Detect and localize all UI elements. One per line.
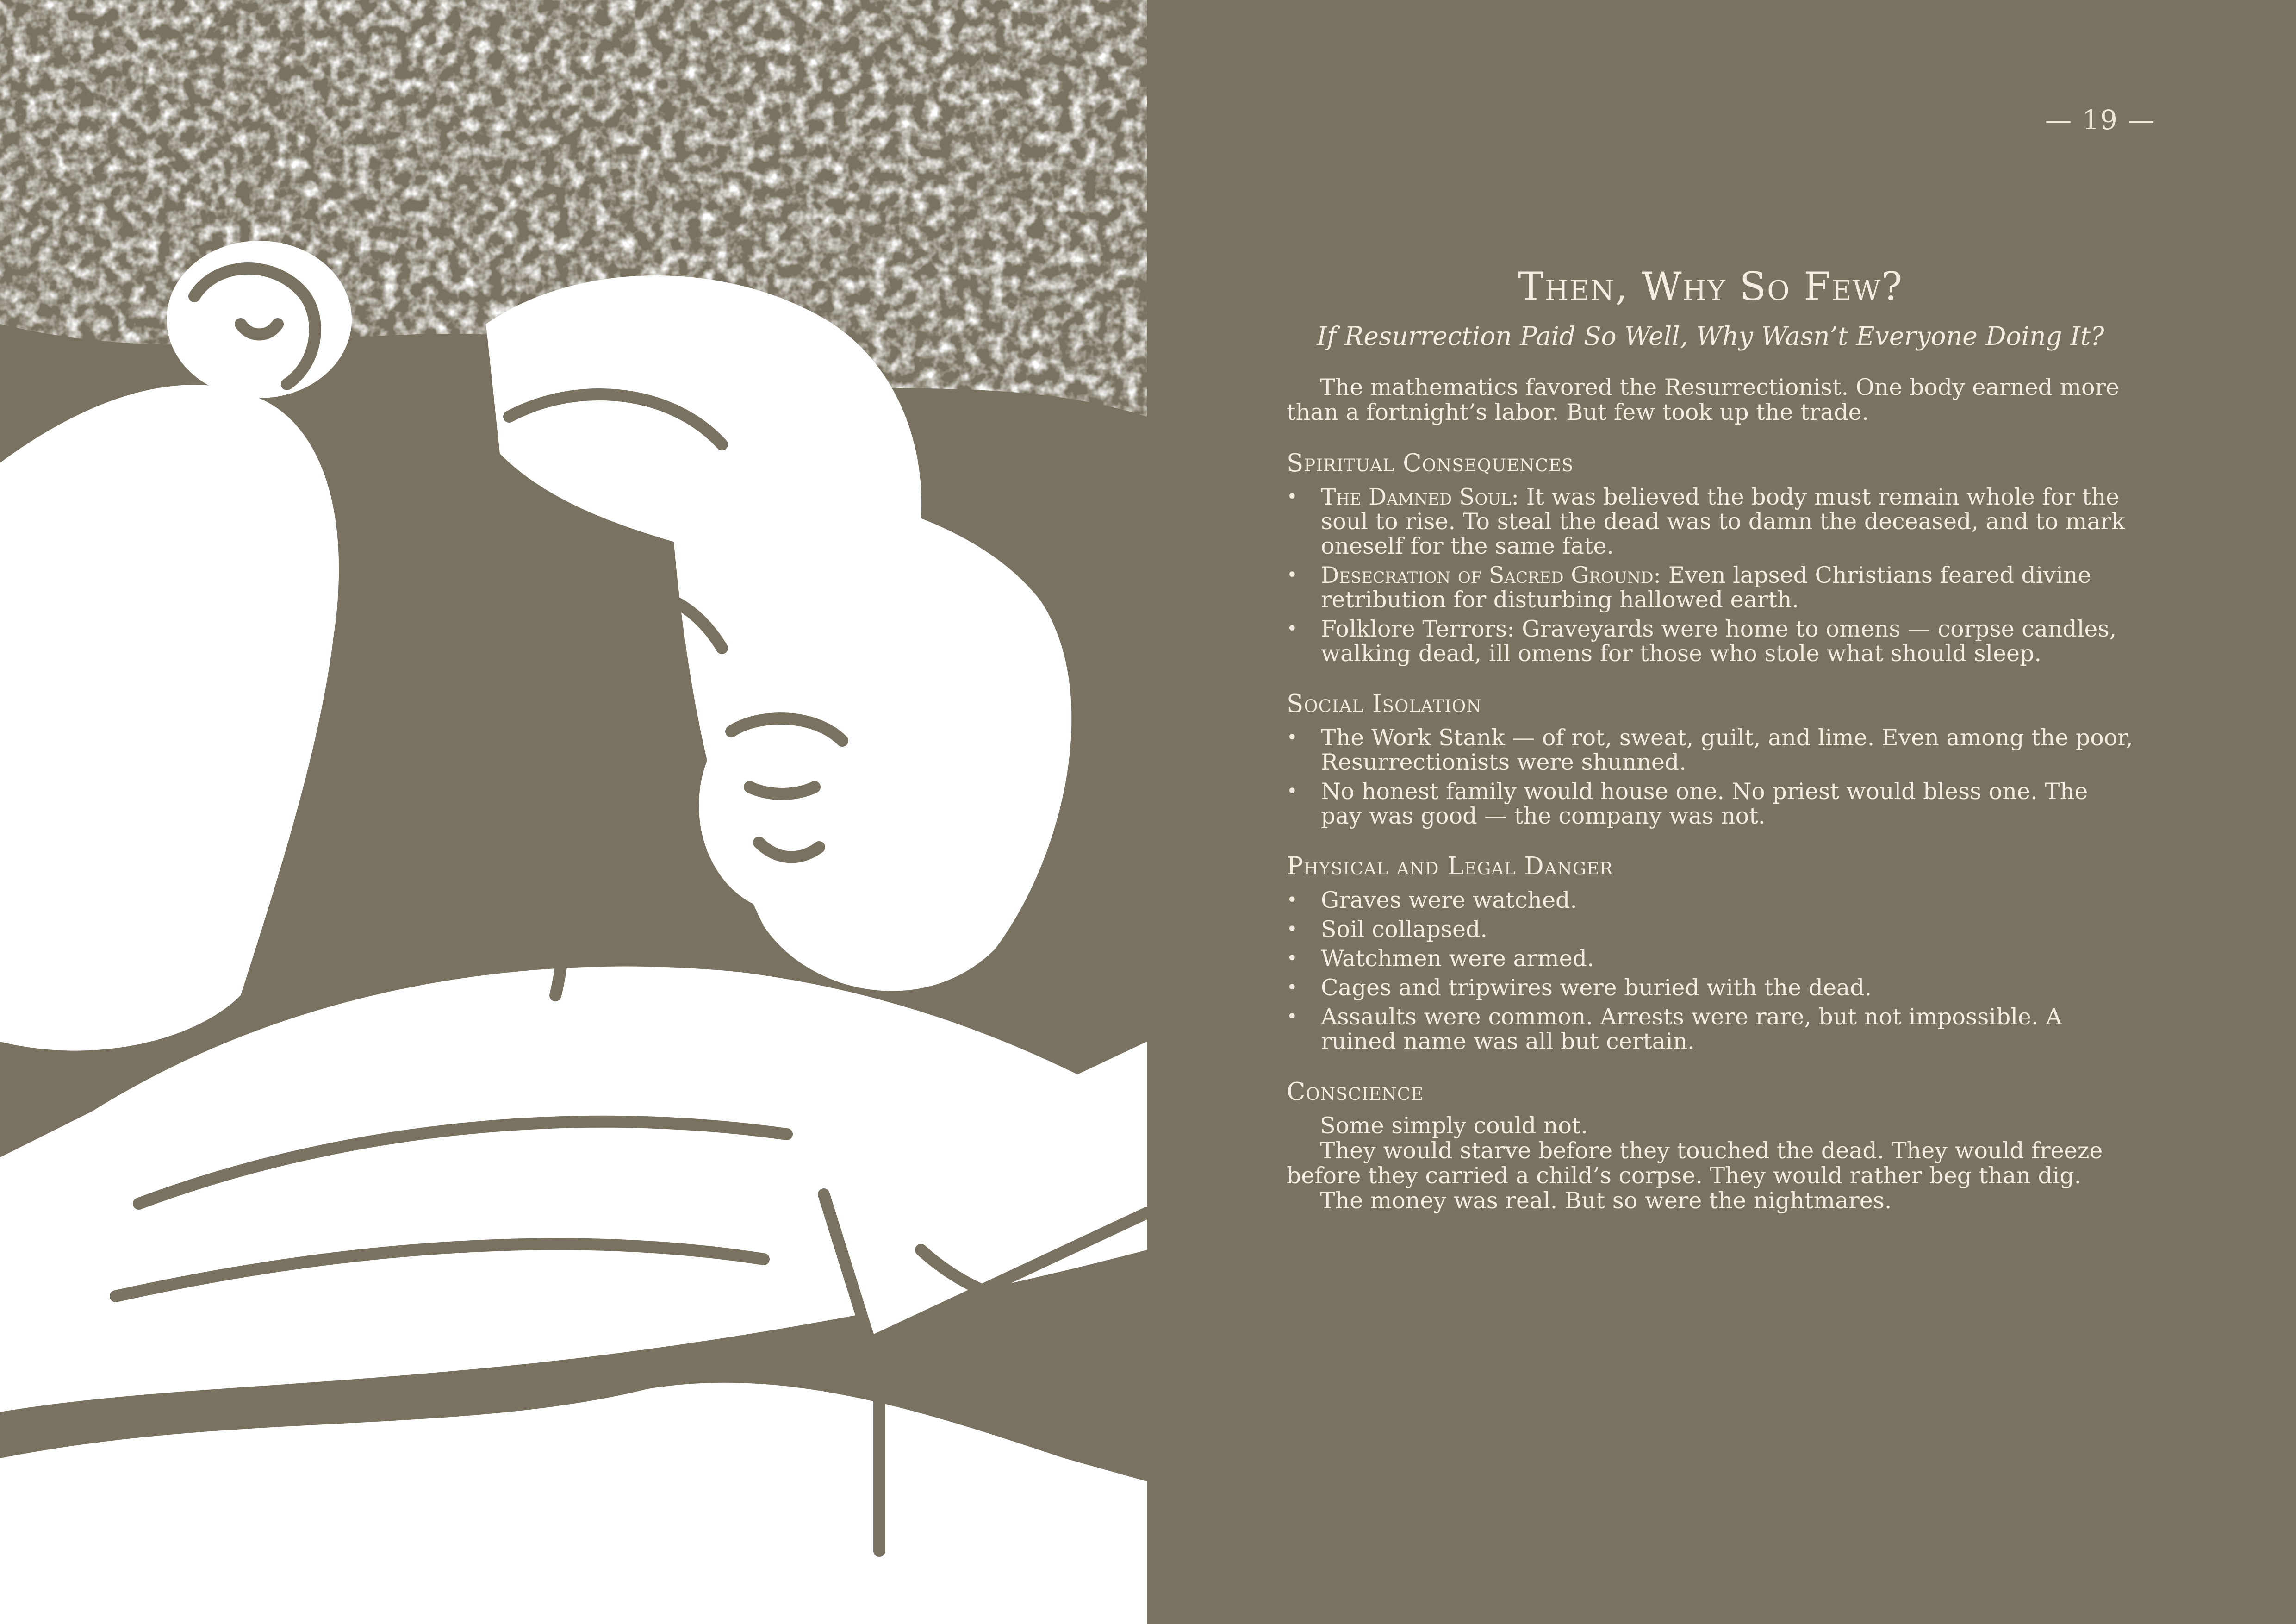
bullet-icon: • [1287,618,1298,639]
section-heading-physical: Physical and Legal Danger [1287,852,1613,881]
list-item [1287,975,2134,1000]
item-text: Even lapsed Christians feared divine retribution for disturbing hallowed earth. [1321,562,2091,613]
item-text: Watchmen were armed. [1321,945,1594,972]
spiritual-list [1287,485,2134,666]
page-number: — 19 — [2045,104,2156,136]
article-subtitle: If Resurrection Paid So Well, Why Wasn’t Everyone Doing It? [1317,321,2104,351]
bullet-icon: • [1287,564,1298,586]
list-item [1287,888,2134,912]
conscience-line: The money was real. But so were the nightmares. [1320,1187,1892,1214]
list-item [1287,617,2134,666]
item-text: No honest family would house one. No priest would bless one. The pay was good — the company was not. [1321,778,2088,829]
bullet-icon: • [1287,486,1298,507]
engraving-illustration [0,0,1147,1624]
physical-list [1287,888,2134,1054]
item-lead: Desecration of Sacred Ground: [1321,562,1661,588]
bullet-icon: • [1287,977,1298,998]
intro-paragraph: The mathematics favored the Resurrectionist. One body earned more than a fortnight’s labor. But few took up the trade. [1287,374,2119,425]
list-item [1287,485,2134,558]
item-text: Assaults were common. Arrests were rare, but not impossible. A ruined name was all but certain. [1321,1004,2062,1055]
conscience-text [1287,1113,2134,1213]
bullet-icon: • [1287,727,1298,748]
bullet-icon: • [1287,889,1298,911]
list-item [1287,779,2134,828]
article-title: Then, Why So Few? [1518,264,1904,309]
list-item [1287,563,2134,612]
bullet-icon: • [1287,1006,1298,1027]
item-text: Folklore Terrors: Graveyards were home to omens — corpse candles, walking dead, ill omens for those who stole what should sleep. [1321,616,2117,667]
list-item [1287,917,2134,942]
item-text: Cages and tripwires were buried with the dead. [1321,974,1872,1001]
list-item [1287,1005,2134,1054]
social-list [1287,725,2134,828]
engraving-figures-icon [0,0,1147,1624]
list-item [1287,946,2134,971]
bullet-icon: • [1287,781,1298,802]
item-text: Graves were watched. [1321,887,1577,913]
item-text: The Work Stank — of rot, sweat, guilt, and lime. Even among the poor, Resurrectionists were shunned. [1321,725,2133,775]
conscience-line: They would starve before they touched the dead. They would freeze before they carried a child’s corpse. They would rather beg than dig. [1287,1137,2103,1189]
list-item [1287,725,2134,775]
bullet-icon: • [1287,948,1298,969]
text-page [1147,0,2296,1624]
item-text: Soil collapsed. [1321,916,1487,943]
section-heading-spiritual: Spiritual Consequences [1287,449,1574,477]
bullet-icon: • [1287,918,1298,940]
section-heading-conscience: Conscience [1287,1078,1424,1106]
item-text: It was believed the body must remain whole for the soul to rise. To steal the dead was to damn the deceased, and to mark oneself for the same fate. [1321,484,2125,559]
conscience-line: Some simply could not. [1320,1112,1588,1139]
item-lead: The Damned Soul: [1321,484,1519,510]
article [1287,264,2134,1213]
section-heading-social: Social Isolation [1287,690,1482,718]
